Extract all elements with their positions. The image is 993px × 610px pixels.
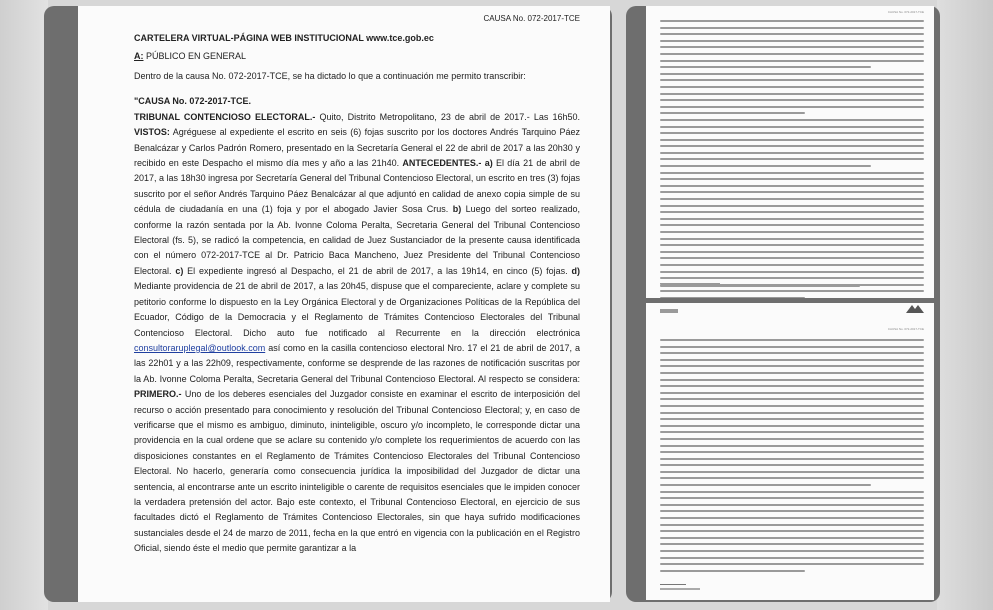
text-line	[660, 60, 924, 62]
antecedentes-label: ANTECEDENTES.- a)	[402, 158, 493, 169]
text-line	[660, 517, 924, 519]
text-line	[660, 359, 924, 361]
text-line	[660, 372, 924, 374]
text-line	[660, 33, 924, 35]
background-blur-right	[937, 0, 993, 610]
text-line	[660, 365, 924, 367]
text-line	[660, 510, 924, 512]
d-text-1: Mediante providencia de 21 de abril de 2017, a las 20h45, dispuse que el compareciente, aclare y complete su petitorio conforme lo dispuesto en la Ley Orgánica Electoral y de Organizaciones Políticas de la República del Ecuador, Código de la Democracia y el Reglamento de Trámites Contencioso Electorales del Tribunal Contencioso Electoral. Dicho auto fue notificado al Recurrente en la dirección electrónica	[134, 281, 580, 338]
text-line	[660, 445, 924, 447]
text-line	[660, 425, 924, 427]
text-line	[660, 550, 924, 552]
b-text: Luego del sorteo realizado, conforme la razón sentada por la Ab. Ivonne Coloma Peralta, Secretaria General del Tribunal Contencioso Electoral (fs. 5), se radicó la competencia, en calidad de Juez Sustanciador de la presente causa identificada con el número 072-2017-TCE al Dr. Patricio Baca Mancheno, Juez Presidente del Tribunal Contencioso Electoral.	[134, 204, 580, 276]
causa-header: CAUSA No. 072-2017-TCE	[483, 14, 580, 23]
text-line	[660, 231, 924, 233]
text-line	[660, 464, 924, 466]
text-line	[660, 205, 924, 207]
right-bottom-text-block	[660, 339, 924, 576]
text-line	[660, 99, 924, 101]
d-text-2: así como en la casilla contencioso electoral Nro. 17 el 21 de abril de 2017, a las 22h01 y a las 22h09, respectivamente, conforme se desprende de las razones de notificación suscritas por la Ab. Ivonne Coloma Peralta, Secretaria General del Tribunal Contencioso Electoral. Al respecto se considera:	[134, 342, 580, 384]
left-document-page	[78, 6, 610, 602]
right-bottom-header: CAUSA No. 072-2017-TCE	[887, 327, 924, 331]
text-line	[660, 497, 924, 499]
text-line	[660, 198, 924, 200]
quote-causa: "CAUSA No. 072-2017-TCE.	[134, 96, 251, 107]
text-line	[660, 224, 924, 226]
text-line	[660, 471, 924, 473]
primero-text: Uno de los deberes esenciales del Juzgador consiste en examinar el escrito de interposición del recurso o acción presentado para conocimiento y resolución del Tribunal Contencioso Electoral; y, en caso de verificarse que el mismo es ambiguo, diminuto, ininteligible, oscuro y/o incompleto, le corresponde dictar una providencia en la cual ordene que se aclare su contenido y/o complete los requerimientos de acuerdo con las disposiciones constantes en el Reglamento de Trámites Contencioso Electorales del Tribunal Contencioso Electoral. No hacerlo, generaría como consecuencia jurídica la imposibilidad del Juzgador de dictar una sentencia, al encontrarse ante un escrito ininteligible o carente de requisitos esenciales que le impiden conocer la verdadera pretensión del actor. Bajo este contexto, el Tribunal Contencioso Electoral, en ejercicio de sus facultades dictó el Reglamento de Trámites Contencioso Electorales, sin que haya sufrido modificaciones sustanciales desde el 24 de marzo de 2011, fecha en la que entró en vigencia con la publicación en el Registro Oficial, siendo éste el medio que permite garantizar a la	[134, 389, 580, 554]
text-line	[660, 524, 924, 526]
text-line	[660, 20, 924, 22]
email-link[interactable]: consultoraruplegal@outlook.com	[134, 342, 266, 353]
text-line	[660, 458, 924, 460]
text-line	[660, 46, 924, 48]
text-line	[660, 79, 924, 81]
background-blur-left	[0, 0, 48, 610]
text-line	[660, 158, 924, 160]
text-line	[660, 132, 924, 134]
text-line	[660, 405, 924, 407]
c-text: El expediente ingresó al Despacho, el 21 de abril de 2017, a las 19h14, en cinco (5) fojas.	[183, 265, 572, 276]
signature-line	[660, 588, 700, 590]
tribunal-label: TRIBUNAL CONTENCIOSO ELECTORAL.-	[134, 111, 316, 122]
text-line	[660, 257, 924, 259]
cartelera-heading: CARTELERA VIRTUAL-PÁGINA WEB INSTITUCIONAL www.tce.gob.ec	[134, 33, 434, 43]
text-line	[660, 339, 924, 341]
text-line	[660, 477, 924, 479]
text-line	[660, 379, 924, 381]
text-line	[660, 152, 924, 154]
text-line	[660, 40, 924, 42]
primero-label: PRIMERO.-	[134, 389, 182, 400]
addressee-prefix: A:	[134, 51, 144, 61]
vistos-text: Agréguese al expediente el escrito en seis (6) fojas suscrito por los doctores Andrés Tarquino Páez Benalcázar y Carlos Padrón Romero, presentado en la Secretaría General el 22 de abril de 2017 a las 20h30 y recibido en este Despacho el mismo día mes y año a las 21h40.	[134, 127, 580, 169]
antecedentes-text: El día 21 de abril de 2017, a las 18h30 ingresa por Secretaría General del Tribunal Contencioso Electoral, un escrito en tres (3) fojas suscrito por el señor Andrés Tarquino Páez Benalcázar al que adjuntó en calidad de anexo copia simple de su cédula de ciudadanía en una (1) foja y por el abogado Javier Sosa Crus.	[134, 158, 580, 215]
text-line	[660, 491, 924, 493]
tribunal-text: Quito, Distrito Metropolitano, 23 de abril de 2017.- Las 16h50.	[315, 111, 580, 122]
main-paragraph	[134, 94, 580, 556]
b-label: b)	[452, 204, 462, 215]
text-line	[660, 73, 924, 75]
text-line	[660, 191, 924, 193]
text-line	[660, 178, 924, 180]
right-top-header: CAUSA No. 072-2017-TCE	[887, 10, 924, 14]
text-line	[660, 346, 924, 348]
text-line	[660, 106, 924, 108]
text-line	[660, 385, 924, 387]
text-line	[660, 126, 924, 128]
text-line	[660, 418, 924, 420]
text-line	[660, 211, 924, 213]
text-line	[660, 412, 924, 414]
right-top-text-block	[660, 20, 924, 298]
text-line	[660, 504, 924, 506]
text-line	[660, 112, 805, 114]
text-line	[660, 244, 924, 246]
addressee-text: PÚBLICO EN GENERAL	[143, 51, 247, 61]
intro-paragraph: Dentro de la causa No. 072-2017-TCE, se ha dictado lo que a continuación me permito transcribir:	[134, 71, 526, 81]
text-line	[660, 557, 924, 559]
text-line	[660, 352, 924, 354]
text-line	[660, 438, 924, 440]
text-line	[660, 165, 871, 167]
text-line	[660, 392, 924, 394]
right-document-page-top	[646, 6, 934, 298]
text-line	[660, 537, 924, 539]
c-label: c)	[175, 265, 184, 276]
text-line	[660, 251, 924, 253]
text-line	[660, 543, 924, 545]
text-line	[660, 172, 924, 174]
text-line	[660, 139, 924, 141]
text-line	[660, 530, 924, 532]
text-line	[660, 277, 924, 279]
text-line	[660, 218, 924, 220]
text-line	[660, 563, 924, 565]
tce-logo-left-icon	[660, 307, 678, 315]
text-line	[660, 53, 924, 55]
text-line	[660, 570, 805, 572]
text-line	[660, 27, 924, 29]
text-line	[660, 264, 924, 266]
right-document-page-bottom	[646, 303, 934, 600]
text-line	[660, 271, 924, 273]
addressee-line	[134, 51, 580, 61]
text-line	[660, 431, 924, 433]
text-line	[660, 145, 924, 147]
vistos-label: VISTOS:	[134, 127, 170, 138]
text-line	[660, 119, 924, 121]
text-line	[660, 238, 924, 240]
text-line	[660, 93, 924, 95]
text-line	[660, 185, 924, 187]
text-line	[660, 66, 871, 68]
text-line	[660, 297, 805, 298]
text-line	[660, 86, 924, 88]
d-label: d)	[571, 265, 580, 276]
footnote-rule	[660, 283, 720, 284]
signature-icon	[660, 574, 686, 585]
text-line	[660, 451, 924, 453]
signature-block	[660, 574, 700, 590]
text-line	[660, 290, 924, 292]
text-line	[660, 484, 871, 486]
document-body	[134, 14, 580, 567]
text-line	[660, 398, 924, 400]
tce-logo-right-icon	[906, 305, 924, 313]
